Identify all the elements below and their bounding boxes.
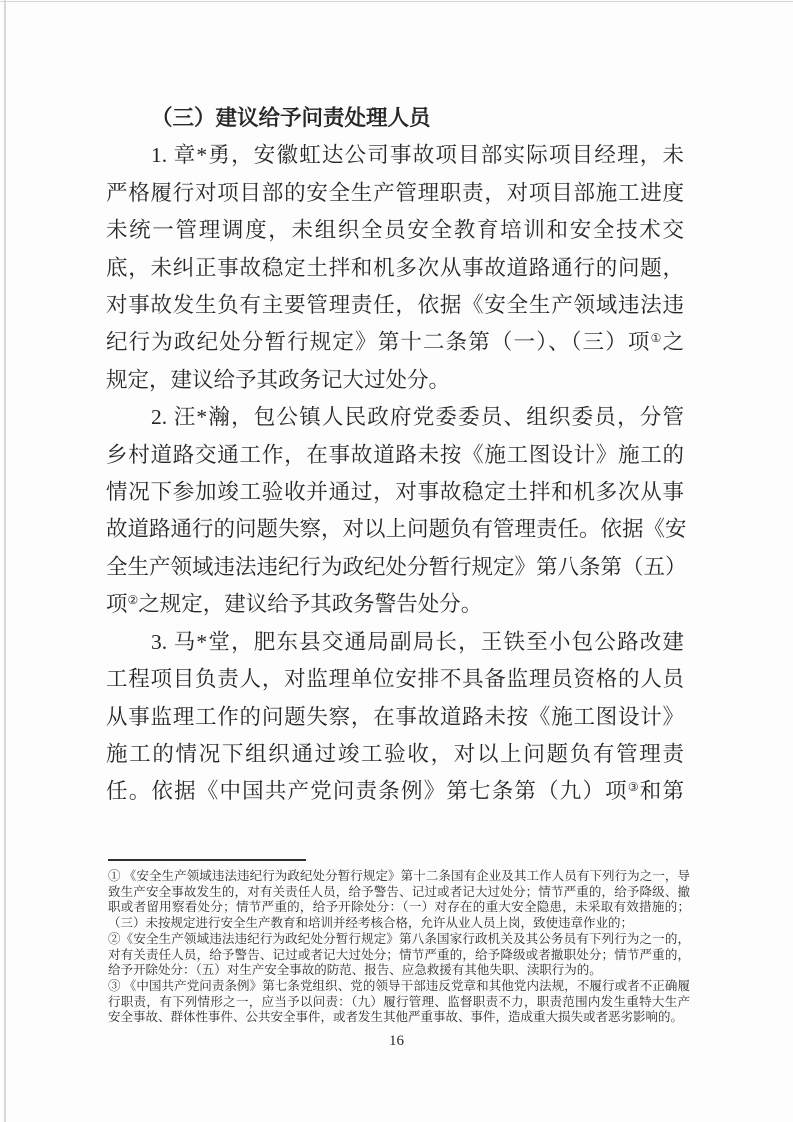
body-line: 从事监理工作的问题失察，在事故道路未按《施工图设计》 (106, 704, 684, 729)
scan-edge-left (4, 0, 6, 1122)
scan-edge-top (0, 1, 793, 2)
body-line: 底，未纠正事故稳定土拌和机多次从事故道路通行的问题， (106, 255, 684, 280)
body-line: 纪行为政纪处分暂行规定》第十二条第（一）、（三）项①之 (106, 330, 684, 355)
body-paragraphs (106, 137, 687, 810)
footnote-line: 给予开除处分：（五）对生产安全事故的防范、报告、应急救援有其他失职、渎职行为的。 (108, 963, 602, 978)
footnote-line: 职或者留用察看处分；情节严重的，给予开除处分：（一）对存在的重大安全隐患，未采取有效措施的； (108, 900, 690, 915)
body-line: 1. 章*勇，安徽虹达公司事故项目部实际项目经理，未 (151, 143, 684, 168)
footnote (108, 869, 690, 932)
footnote-line: 致生产安全事故发生的，对有关责任人员，给予警告、记过或者记大过处分；情节严重的，给予降级、撤 (108, 884, 690, 899)
body-line: 3. 马*堂，肥东县交通局副局长，王铁至小包公路改建 (151, 629, 684, 654)
body-line: 规定，建议给予其政务记大过处分。 (106, 367, 451, 392)
body-line: 情况下参加竣工验收并通过，对事故稳定土拌和机多次从事 (106, 480, 684, 505)
footnote-ref: ③ (627, 780, 640, 795)
paragraph (106, 137, 684, 399)
footnotes (108, 869, 690, 1026)
page-number: 16 (389, 1033, 404, 1049)
footnote (108, 932, 690, 979)
footnote-line: （三）未按规定进行安全生产教育和培训并经考核合格，允许从业人员上岗，致使违章作业的； (108, 916, 634, 931)
footnote-ref: ② (127, 593, 139, 608)
body-line: 严格履行对项目部的安全生产管理职责，对项目部施工进度 (106, 180, 684, 205)
footnote-line: 行职责，有下列情形之一，应当予以问责：（九）履行管理、监督职责不力，职责范围内发生重特大生产 (108, 994, 690, 1009)
body-line: 2. 汪*瀚，包公镇人民政府党委委员、组织委员，分管 (151, 405, 684, 430)
body-line: 故道路通行的问题失察，对以上问题负有管理责任。依据《安 (106, 517, 687, 542)
footnote-line: ③ 《中国共产党问责条例》第七条党组织、党的领导干部违反党章和其他党内法规，不履行或者不正确履 (108, 978, 690, 993)
footnote-ref: ① (650, 331, 663, 346)
section-heading: （三）建议给予问责处理人员 (151, 106, 431, 130)
body-line: 任。依据《中国共产党问责条例》第七条第（九）项③和第 (106, 779, 684, 804)
footnote-line: ① 《安全生产领域违法违纪行为政纪处分暂行规定》第十二条国有企业及其工作人员有下列行为之一，导 (108, 869, 690, 883)
paragraph (106, 399, 687, 623)
footnote-line: 对有关责任人员，给予警告、记过或者记大过处分；情节严重的，给予降级或者撤职处分；情节严重的， (108, 947, 690, 962)
footnote-line: 安全事故、群体性事件、公共安全事件，或者发生其他严重事故、事件，造成重大损失或者恶劣影响的。 (108, 1010, 684, 1025)
body-line: 施工的情况下组织通过竣工验收，对以上问题负有管理责 (106, 741, 684, 766)
document-body (106, 100, 687, 811)
footnote (108, 979, 690, 1026)
body-line: 全生产领域违法违纪行为政纪处分暂行规定》第八条第（五） (106, 554, 687, 579)
footnote-line: ②《安全生产领域违法违纪行为政纪处分暂行规定》第八条国家行政机关及其公务员有下列行为之一的， (108, 931, 690, 946)
footnote-separator (108, 859, 306, 861)
paragraph (106, 624, 684, 811)
body-line: 工程项目负责人，对监理单位安排不具备监理员资格的人员 (106, 667, 684, 692)
body-line: 未统一管理调度，未组织全员安全教育培训和安全技术交 (106, 218, 684, 243)
body-line: 项②之规定，建议给予其政务警告处分。 (106, 592, 483, 617)
body-line: 乡村道路交通工作，在事故道路未按《施工图设计》施工的 (106, 442, 684, 467)
body-line: 对事故发生负有主要管理责任，依据《安全生产领域违法违 (106, 293, 684, 318)
